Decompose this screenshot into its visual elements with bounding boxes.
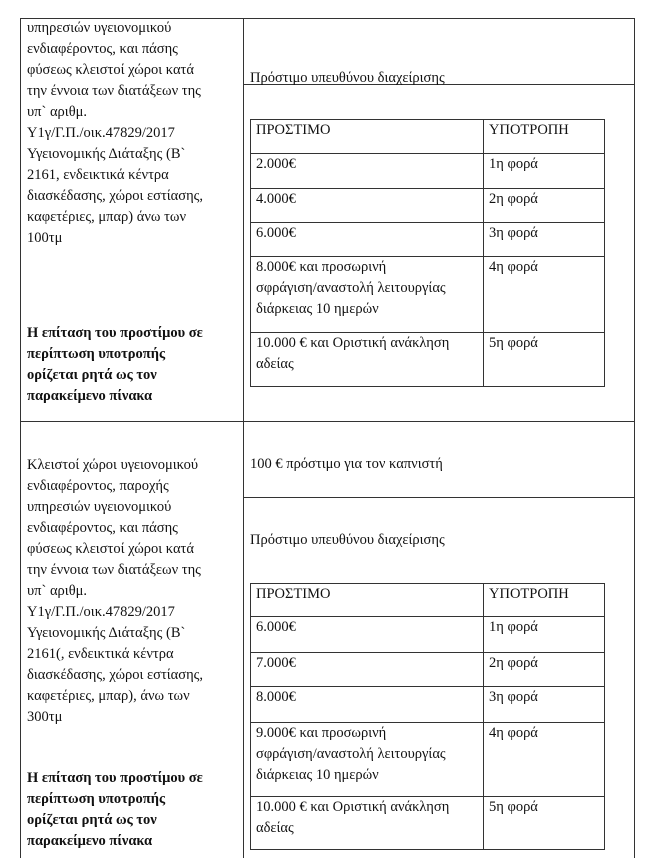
recidivism-note-2: Η επίταση του προστίμου σε περίπτωση υποτροπής ορίζεται ρητά ως τον παρακείμενο πίνακα	[27, 770, 203, 849]
table-cell-recurrence: 3η φορά	[489, 225, 538, 241]
table-cell-recurrence: 2η φορά	[489, 191, 538, 207]
table-cell-fine: 6.000€	[256, 619, 296, 635]
fine-heading-1: Πρόστιμο υπευθύνου διαχείρισης	[250, 70, 445, 86]
row-divider	[20, 421, 635, 422]
table-header-recurrence: ΥΠΟΤΡΟΠΗ	[489, 122, 569, 138]
table-header-fine: ΠΡΟΣΤΙΜΟ	[256, 586, 331, 602]
table-column-border	[483, 119, 484, 386]
table-row-border	[250, 386, 605, 387]
table-header-fine: ΠΡΟΣΤΙΜΟ	[256, 122, 331, 138]
table-cell-fine: 10.000 € και Οριστική ανάκληση αδείας	[256, 335, 450, 372]
table-cell-fine: 10.000 € και Οριστική ανάκληση αδείας	[256, 799, 450, 836]
fine-heading-2: Πρόστιμο υπευθύνου διαχείρισης	[250, 532, 445, 548]
table-cell-fine: 8.000€ και προσωρινή σφράγιση/αναστολή λειτουργίας διάρκειας 10 ημερών	[256, 259, 446, 317]
table-cell-recurrence: 2η φορά	[489, 655, 538, 671]
table-row-border	[250, 849, 605, 850]
category-description-1: υπηρεσιών υγειονομικού ενδιαφέροντος, και πάσης φύσεως κλειστοί χώροι κατά την έννοια των διατάξεων της υπ` αριθμ. Υ1γ/Γ.Π./οικ.47829/2017 Υγειονομικής Διάταξης (Β` 2161, ενδεικτικά κέντρα διασκέδασης, χώροι εστίασης, καφετέριες, μπαρ) άνω των 100τμ	[27, 20, 204, 246]
table-header-recurrence: ΥΠΟΤΡΟΠΗ	[489, 586, 569, 602]
table-column-border	[250, 119, 251, 386]
recidivism-note-1: Η επίταση του προστίμου σε περίπτωση υποτροπής ορίζεται ρητά ως τον παρακείμενο πίνακα	[27, 325, 203, 404]
table-cell-recurrence: 1η φορά	[489, 156, 538, 172]
table-cell-fine: 9.000€ και προσωρινή σφράγιση/αναστολή λειτουργίας διάρκειας 10 ημερών	[256, 725, 446, 783]
table-cell-fine: 8.000€	[256, 689, 296, 705]
table-column-border	[604, 583, 605, 849]
table-cell-recurrence: 3η φορά	[489, 689, 538, 705]
outer-right-border	[634, 18, 635, 858]
right-subcell-divider-2	[243, 497, 635, 498]
table-cell-recurrence: 5η φορά	[489, 335, 538, 351]
table-cell-fine: 2.000€	[256, 156, 296, 172]
table-cell-recurrence: 4η φορά	[489, 725, 538, 741]
outer-left-border	[20, 18, 21, 858]
category-description-2: Κλειστοί χώροι υγειονομικού ενδιαφέροντος, παροχής υπηρεσιών υγειονομικού ενδιαφέροντος, και πάσης φύσεως κλειστοί χώροι κατά την έννοια των διατάξεων της υπ` αριθμ. Υ1γ/Γ.Π./οικ.47829/2017 Υγειονομικής Διάταξης (Β` 2161(, ενδεικτικά κέντρα διασκέδασης, χώροι εστίασης, καφετέριες, μπαρ), άνω των 300τμ	[27, 457, 204, 725]
table-cell-recurrence: 5η φορά	[489, 799, 538, 815]
table-column-border	[483, 583, 484, 849]
table-column-border	[604, 119, 605, 386]
table-cell-fine: 4.000€	[256, 191, 296, 207]
column-divider	[243, 18, 244, 858]
table-cell-fine: 6.000€	[256, 225, 296, 241]
smoker-fine: 100 € πρόστιμο για τον καπνιστή	[250, 456, 443, 472]
table-cell-fine: 7.000€	[256, 655, 296, 671]
table-cell-recurrence: 4η φορά	[489, 259, 538, 275]
table-cell-recurrence: 1η φορά	[489, 619, 538, 635]
table-column-border	[250, 583, 251, 849]
